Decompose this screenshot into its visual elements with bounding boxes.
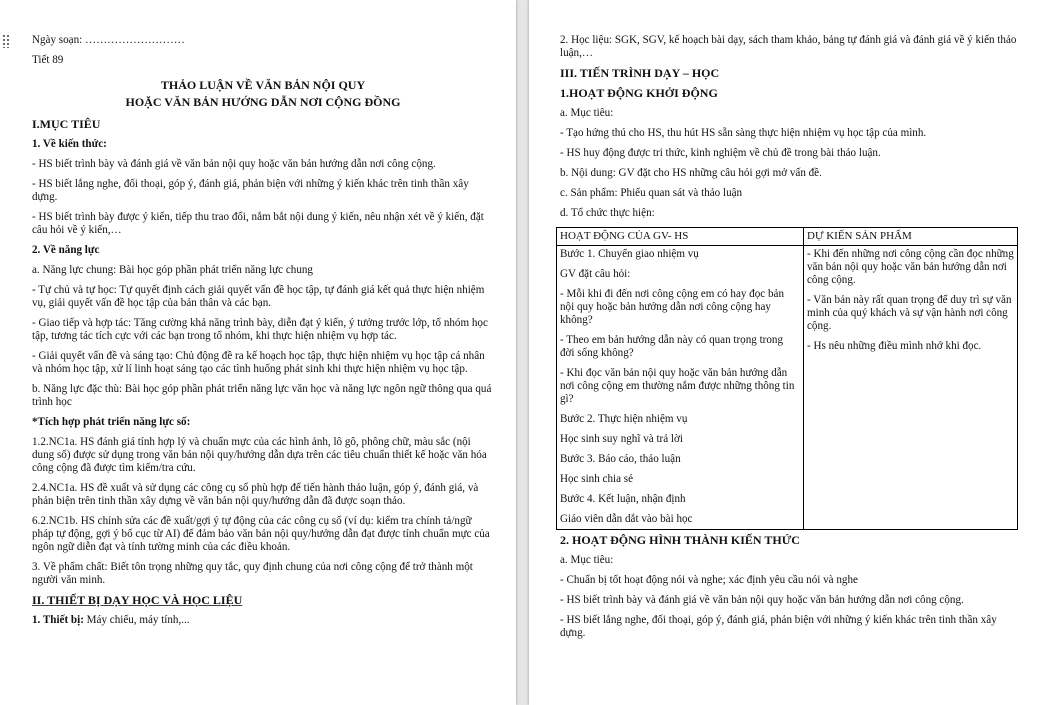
document-page-left[interactable]	[0, 0, 516, 705]
activity-2-item: - Chuẩn bị tốt hoạt động nói và nghe; xác định yêu cầu nói và nghe	[560, 574, 858, 586]
table-line: - Văn bản này rất quan trọng để duy trì sự văn minh của quý khách và sự vận hành nơi công cộng.	[807, 294, 1012, 332]
table-line: - Theo em bản hướng dẫn này có quan trọng trong đời sống không?	[560, 334, 784, 359]
table-line: Bước 2. Thực hiện nhiệm vụ	[560, 413, 688, 425]
activity-1-item: - HS huy động được tri thức, kinh nghiệm về chủ đề trong bài thảo luận.	[560, 147, 881, 159]
table-line: Học sinh chia sẻ	[560, 473, 634, 485]
table-header-product: DỰ KIẾN SẢN PHẨM	[804, 228, 1018, 246]
table-line: GV đặt câu hỏi:	[560, 268, 631, 280]
activity-table	[556, 227, 1018, 530]
lesson-number: Tiết 89	[32, 54, 64, 66]
section-2-heading-text: II. THIẾT BỊ DẠY HỌC VÀ HỌC LIỆU	[32, 593, 243, 607]
date-line: Ngày soạn: ………………………	[32, 34, 185, 46]
knowledge-item: - HS biết lắng nghe, đối thoại, góp ý, đánh giá, phản biện với những ý kiến khác trên tinh thần xây dựng.	[32, 178, 469, 203]
title-line-2: HOẶC VĂN BẢN HƯỚNG DẪN NƠI CỘNG ĐỒNG	[125, 95, 401, 109]
page-left-body	[32, 34, 494, 634]
section-2-heading	[32, 594, 494, 607]
table-row	[557, 246, 1018, 530]
table-header-row	[557, 228, 1018, 246]
activity-2-item: - HS biết trình bày và đánh giá về văn bản nội quy hoặc văn bản hướng dẫn nơi công cộng.	[560, 594, 964, 606]
activity-1-item: d. Tổ chức thực hiện:	[560, 207, 655, 219]
table-line: - Mỗi khi đi đến nơi công cộng em có hay đọc bản nội quy hoặc bản hướng dẫn nơi công cộng hay không?	[560, 288, 784, 326]
ability-item: - Giao tiếp và hợp tác: Tăng cường khả năng trình bày, diễn đạt ý kiến, ý tưởng trước lớp, tổ nhóm học tập, tương tác tích cực với các bạn trong tổ nhóm, khi thực hiện nhiệm vụ hợp tác.	[32, 317, 488, 342]
activity-1-item: b. Nội dung: GV đặt cho HS những câu hỏi gợi mở vấn đề.	[560, 167, 822, 179]
knowledge-item: - HS biết trình bày và đánh giá về văn bản nội quy hoặc văn bản hướng dẫn nơi công cộng.	[32, 158, 436, 170]
digital-item: 6.2.NC1b. HS chỉnh sửa các đề xuất/gợi ý tự động của các công cụ số (ví dụ: kiểm tra chính tả/ngữ pháp tự động, gợi ý bố cục từ AI) để đảm bảo văn bản nội quy/hướng dẫn đạt được tính chuẩn mực của ngôn ngữ diễn đạt và tính tường minh của các điều khoản.	[32, 515, 490, 553]
equipment-text: Máy chiếu, máy tính,...	[83, 614, 190, 626]
table-line: Bước 4. Kết luận, nhận định	[560, 493, 686, 505]
activity-1-item: a. Mục tiêu:	[560, 107, 614, 119]
table-line: Bước 3. Báo cáo, thảo luận	[560, 453, 681, 465]
ability-item: - Tự chủ và tự học: Tự quyết định cách giải quyết vấn đề học tập, tự đánh giá kết quả thực hiện nhiệm vụ, giải quyết vấn đề học tập của bản thân và các bạn.	[32, 284, 485, 309]
table-cell-product	[804, 246, 1018, 530]
activity-1-heading: 1.HOẠT ĐỘNG KHỞI ĐỘNG	[560, 86, 718, 100]
ability-heading: 2. Về năng lực	[32, 244, 100, 256]
knowledge-heading: 1. Về kiến thức:	[32, 138, 107, 150]
table-line: Giáo viên dẫn dắt vào bài học	[560, 513, 693, 525]
section-3-heading: III. TIẾN TRÌNH DẠY – HỌC	[560, 66, 720, 80]
document-page-right[interactable]	[529, 0, 1043, 705]
digital-item: 3. Về phẩm chất: Biết tôn trọng những quy tắc, quy định chung của nơi công cộng để trở thành một người văn minh.	[32, 561, 473, 586]
page-right-body	[560, 34, 1020, 647]
activity-2-item: - HS biết lắng nghe, đối thoại, góp ý, đánh giá, phản biện với những ý kiến khác trên tinh thần xây dựng.	[560, 614, 997, 639]
materials-line: 2. Học liệu: SGK, SGV, kế hoạch bài dạy, sách tham khảo, bảng tự đánh giá và đánh giá về ý kiến thảo luận,…	[560, 34, 1017, 59]
digital-item: 1.2.NC1a. HS đánh giá tính hợp lý và chuẩn mực của các hình ảnh, lô gô, phông chữ, màu sắc (nội dung số) được sử dụng trong văn bản nội quy/hướng dẫn dựa trên các tiêu chuẩn thiết kế hoặc văn hóa công cộng đã được tìm kiếm/tra cứu.	[32, 436, 487, 474]
table-cell-activity	[557, 246, 804, 530]
activity-1-item: - Tạo hứng thú cho HS, thu hút HS sẵn sàng thực hiện nhiệm vụ học tập của mình.	[560, 127, 927, 139]
equipment-line	[32, 614, 494, 627]
ability-item: a. Năng lực chung: Bài học góp phần phát triển năng lực chung	[32, 264, 313, 276]
digital-item: 2.4.NC1a. HS đề xuất và sử dụng các công cụ số phù hợp để tiến hành thảo luận, góp ý, đánh giá, và phản biện trên tinh thần xây dựng về văn bản nội quy/hướng dẫn đã được soạn thảo.	[32, 482, 479, 507]
table-line: Bước 1. Chuyển giao nhiệm vụ	[560, 248, 699, 260]
table-move-handle-icon[interactable]	[2, 34, 10, 48]
table-line: - Khi đến những nơi công cộng cần đọc những văn bản nội quy hoặc văn bản hướng dẫn nơi công cộng.	[807, 248, 1014, 286]
activity-1-item: c. Sản phẩm: Phiếu quan sát và thảo luận	[560, 187, 743, 199]
table-header-activity: HOẠT ĐỘNG CỦA GV- HS	[557, 228, 804, 246]
table-line: - Khi đọc văn bản nội quy hoặc văn bản hướng dẫn nơi công cộng em thường nắm được những thông tin gì?	[560, 367, 795, 405]
knowledge-item: - HS biết trình bày được ý kiến, tiếp thu trao đổi, nắm bắt nội dung ý kiến, nêu nhận xét về ý kiến, đặt câu hỏi về ý kiến,…	[32, 211, 484, 236]
activity-2-item: a. Mục tiêu:	[560, 554, 614, 566]
equipment-label: 1. Thiết bị:	[32, 614, 84, 626]
title-line-1: THẢO LUẬN VỀ VĂN BẢN NỘI QUY	[160, 78, 366, 92]
table-line: - Hs nêu những điều mình nhớ khi đọc.	[807, 340, 982, 352]
ability-item: b. Năng lực đặc thù: Bài học góp phần phát triển năng lực văn học và năng lực ngôn ngữ thông qua quá trình học	[32, 383, 492, 408]
table-line: Học sinh suy nghĩ và trả lời	[560, 433, 683, 445]
digital-competence-heading: *Tích hợp phát triển năng lực số:	[32, 416, 191, 428]
ability-item: - Giải quyết vấn đề và sáng tạo: Chủ động đề ra kế hoạch học tập, thực hiện nhiệm vụ học tập cá nhân và nhóm học tập, xử lí linh hoạt sáng tạo các tình huống phát sinh khi thực hiện nhiệm vụ học tập.	[32, 350, 485, 375]
activity-2-heading: 2. HOẠT ĐỘNG HÌNH THÀNH KIẾN THỨC	[560, 533, 800, 547]
section-1-heading: I.MỤC TIÊU	[32, 117, 101, 131]
